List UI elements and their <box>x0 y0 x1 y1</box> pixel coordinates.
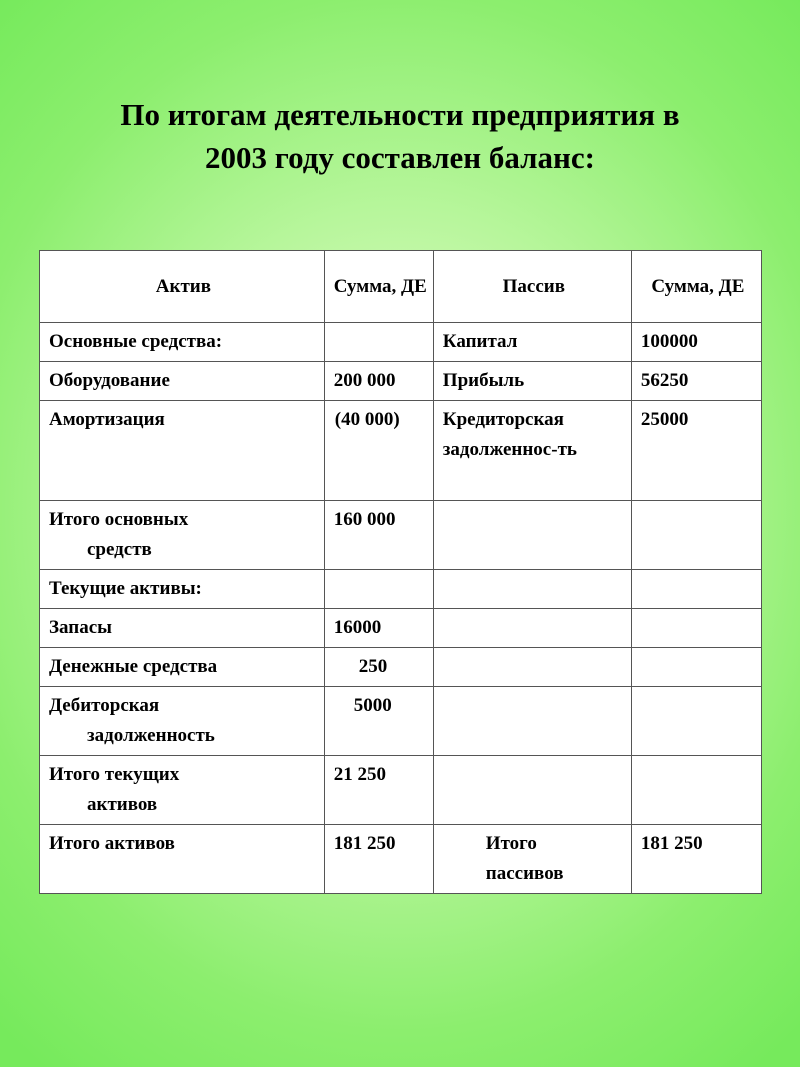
asset-sum-cell: 21 250 <box>324 756 433 825</box>
asset-cell <box>40 687 325 756</box>
liability-cell: Итого пассивов <box>433 825 631 894</box>
asset-cell: Запасы <box>40 609 325 648</box>
liability-cell: Прибыль <box>433 362 631 401</box>
header-asset: Актив <box>40 251 325 323</box>
table-row <box>40 648 762 687</box>
liability-sum-cell: 181 250 <box>631 825 761 894</box>
asset-line-2: задолженность <box>87 725 215 746</box>
header-asset-sum: Сумма, ДЕ <box>324 251 433 323</box>
liability-sum-cell: 100000 <box>631 323 761 362</box>
liability-sum-cell <box>631 570 761 609</box>
liability-cell <box>433 501 631 570</box>
table-row <box>40 756 762 825</box>
asset-line-1: Дебиторская <box>49 695 160 716</box>
liability-sum-cell <box>631 648 761 687</box>
asset-cell: Итого активов <box>40 825 325 894</box>
header-liability-sum: Сумма, ДЕ <box>631 251 761 323</box>
asset-sum-cell: 160 000 <box>324 501 433 570</box>
table-row <box>40 570 762 609</box>
table-row <box>40 687 762 756</box>
liability-sum-cell: 25000 <box>631 401 761 501</box>
asset-sum-cell: 181 250 <box>324 825 433 894</box>
asset-line-2: средств <box>87 539 152 560</box>
table-header-row <box>40 251 762 323</box>
balance-table <box>39 250 762 894</box>
asset-cell <box>40 501 325 570</box>
title-line-2: 2003 году составлен баланс: <box>205 140 595 175</box>
table-row <box>40 401 762 501</box>
liability-cell <box>433 756 631 825</box>
liability-sum-cell <box>631 687 761 756</box>
liability-cell <box>433 570 631 609</box>
asset-sum-cell <box>324 323 433 362</box>
liability-cell <box>433 687 631 756</box>
table-row <box>40 323 762 362</box>
asset-cell: Денежные средства <box>40 648 325 687</box>
liability-cell: Кредиторская задолженнос-ть <box>433 401 631 501</box>
liability-cell: Капитал <box>433 323 631 362</box>
header-liability: Пассив <box>433 251 631 323</box>
asset-cell: Текущие активы: <box>40 570 325 609</box>
table-row <box>40 501 762 570</box>
asset-line-1: Итого текущих <box>49 764 180 785</box>
asset-cell: Амортизация <box>40 401 325 501</box>
asset-sum-cell: 5000 <box>324 687 433 756</box>
liability-cell <box>433 609 631 648</box>
asset-cell: Оборудование <box>40 362 325 401</box>
table-row <box>40 609 762 648</box>
page-title <box>0 93 800 179</box>
asset-sum-cell: (40 000) <box>324 401 433 501</box>
asset-sum-cell: 16000 <box>324 609 433 648</box>
table-row <box>40 362 762 401</box>
liability-cell <box>433 648 631 687</box>
table-row <box>40 825 762 894</box>
liability-sum-cell <box>631 501 761 570</box>
asset-sum-cell <box>324 570 433 609</box>
asset-line-1: Итого основных <box>49 509 189 530</box>
liability-sum-cell: 56250 <box>631 362 761 401</box>
title-line-1: По итогам деятельности предприятия в <box>120 97 680 132</box>
liability-sum-cell <box>631 609 761 648</box>
asset-cell: Основные средства: <box>40 323 325 362</box>
asset-sum-cell: 200 000 <box>324 362 433 401</box>
asset-cell <box>40 756 325 825</box>
liability-sum-cell <box>631 756 761 825</box>
asset-sum-cell: 250 <box>324 648 433 687</box>
asset-line-2: активов <box>87 794 158 815</box>
